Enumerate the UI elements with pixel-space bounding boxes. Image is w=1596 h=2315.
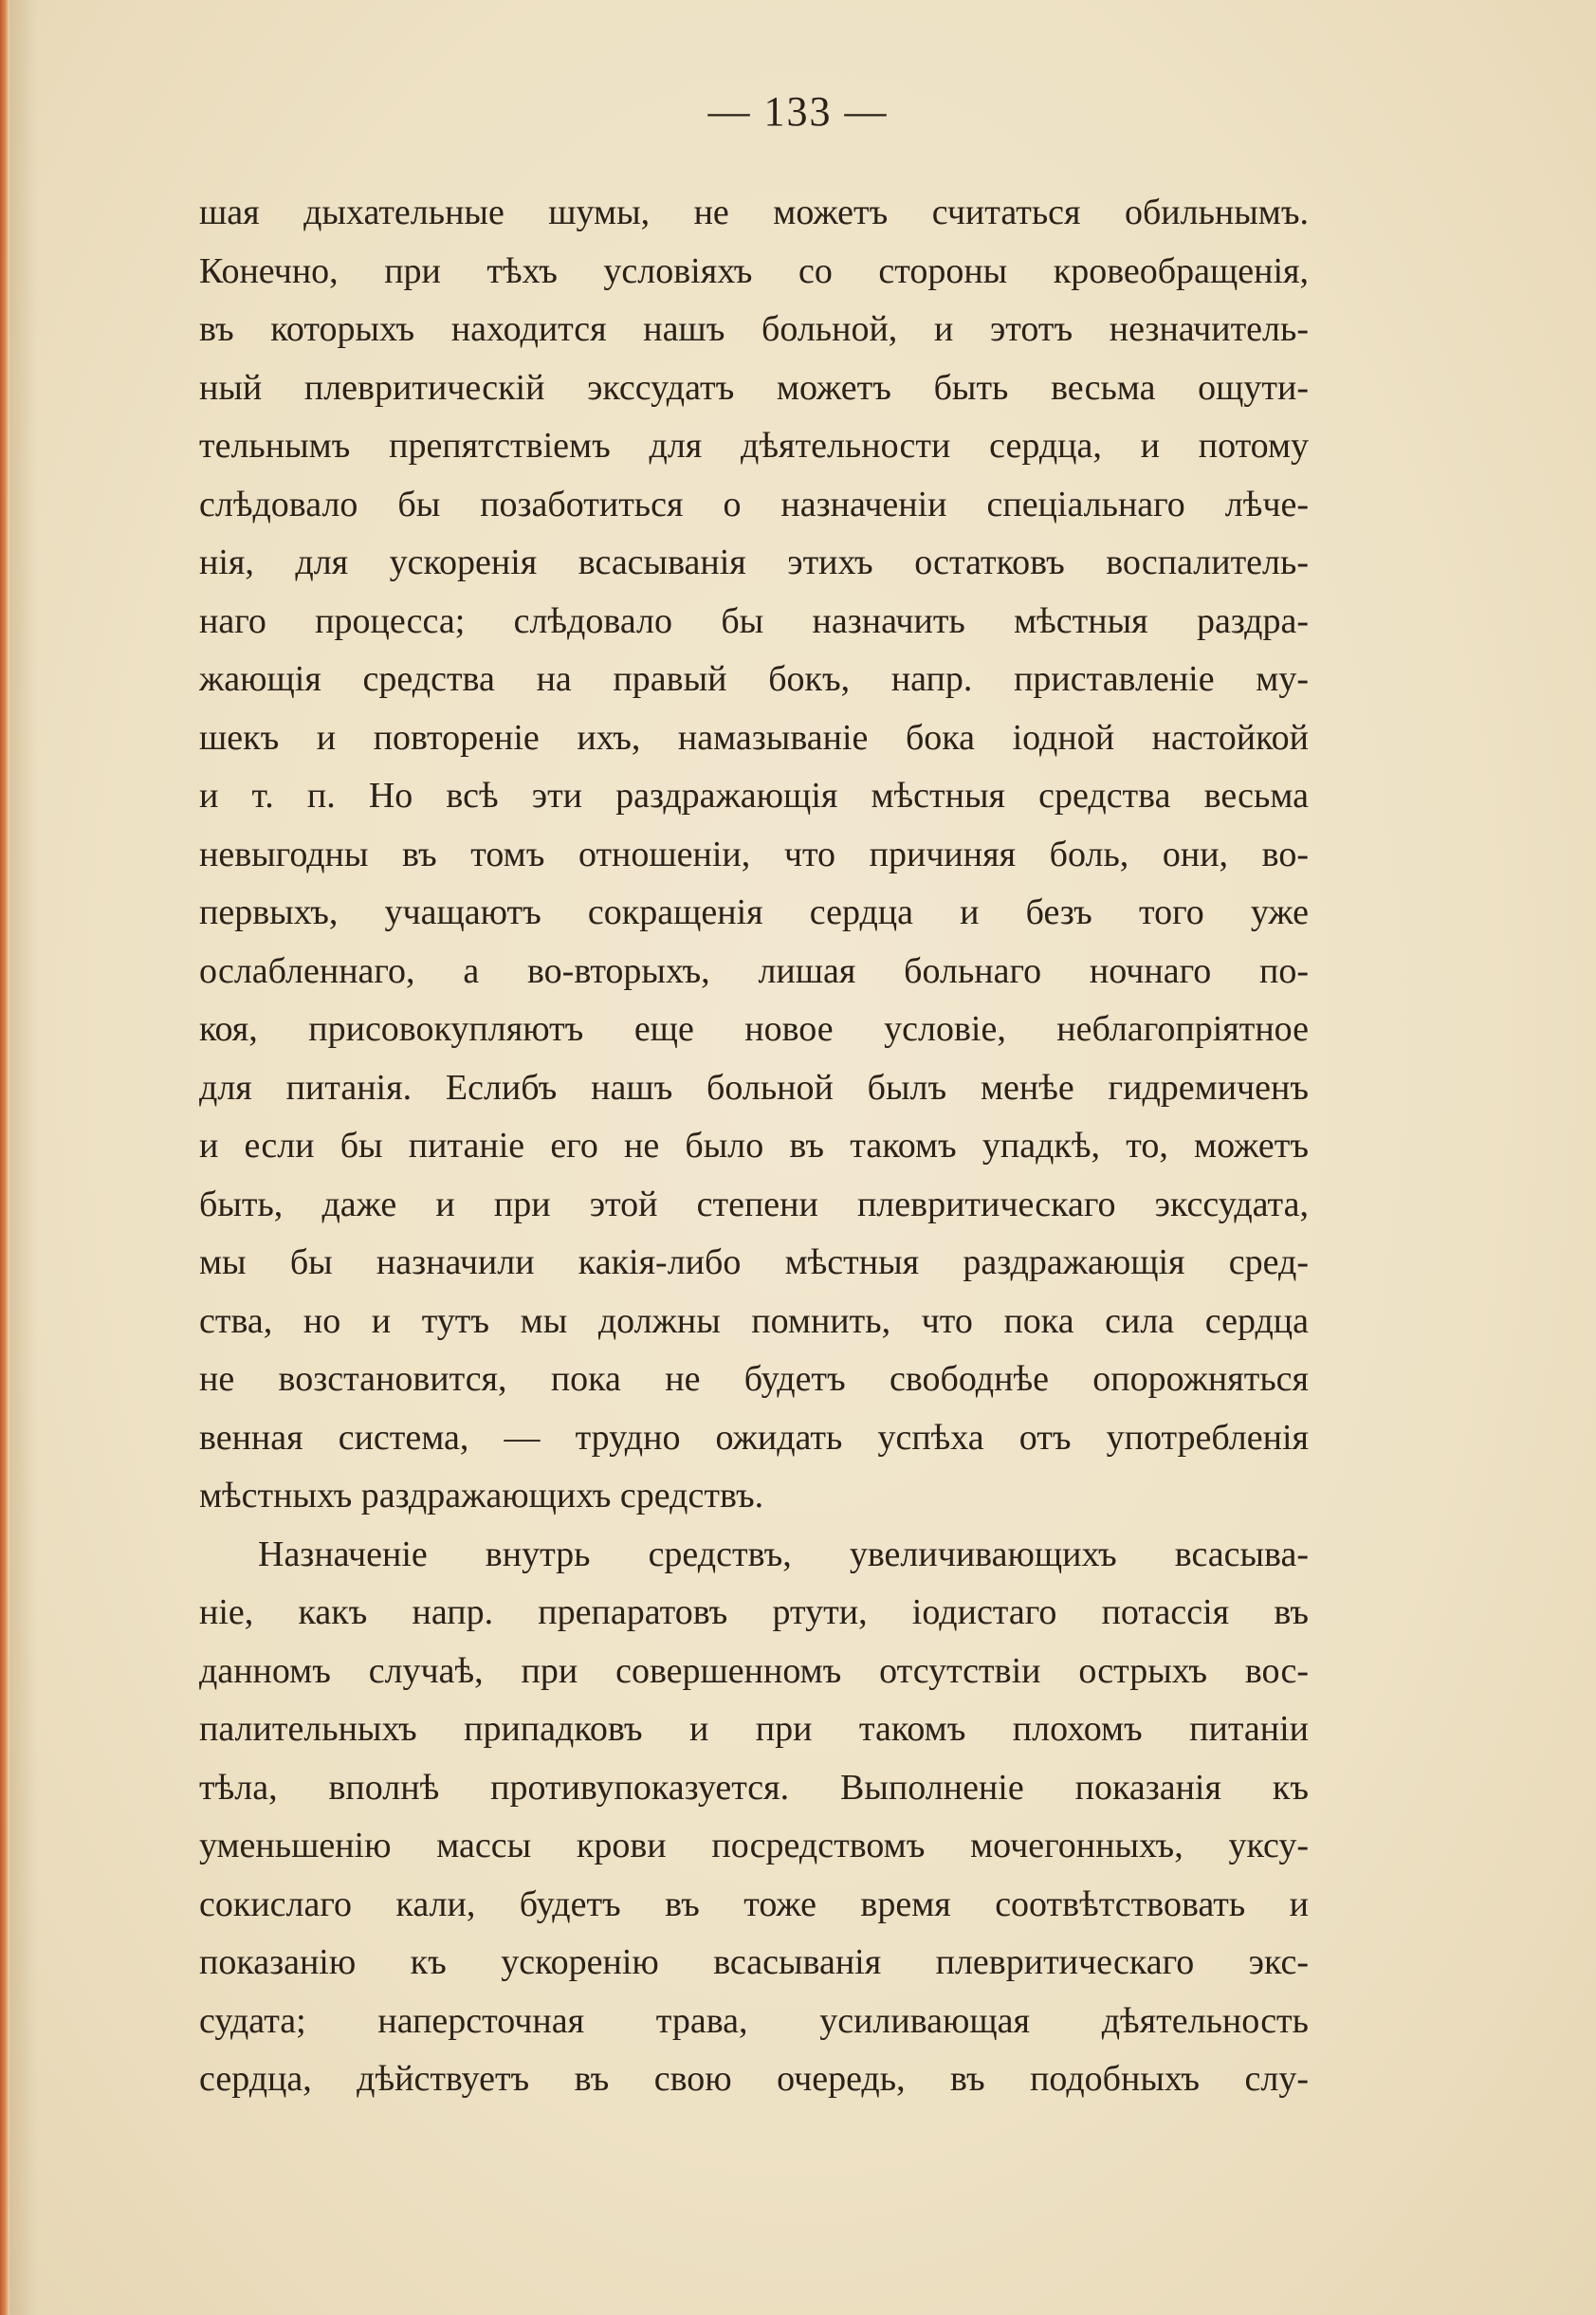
text-line: ства, но и тутъ мы должны помнить, что пока сила сердца bbox=[199, 1300, 1309, 1341]
text-line: сокислаго кали, будетъ въ тоже время соотвѣтствовать и bbox=[199, 1883, 1309, 1924]
text-line: жающія средства на правый бокъ, напр. приставленіе му- bbox=[199, 659, 1309, 699]
text-line: коя, присовокупляютъ еще новое условіе, неблагопріятное bbox=[199, 1009, 1309, 1049]
text-line: быть, даже и при этой степени плевритическаго экссудата, bbox=[199, 1184, 1309, 1224]
text-line: и если бы питаніе его не было въ такомъ упадкѣ, то, можетъ bbox=[199, 1126, 1309, 1166]
text-line: для питанія. Еслибъ нашъ больной былъ менѣе гидремиченъ bbox=[199, 1067, 1309, 1108]
page-number: — 133 — bbox=[707, 88, 889, 135]
text-line: уменьшенію массы крови посредствомъ мочегонныхъ, уксу- bbox=[199, 1826, 1309, 1865]
text-line: данномъ случаѣ, при совершенномъ отсутствіи острыхъ вос- bbox=[199, 1650, 1309, 1691]
text-line: ослабленнаго, а во-вторыхъ, лишая больнаго ночнаго по- bbox=[199, 950, 1309, 991]
text-line: мы бы назначили какія-либо мѣстныя раздражающія сред- bbox=[199, 1242, 1309, 1282]
body-text bbox=[199, 184, 1309, 2109]
text-line: показанію къ ускоренію всасыванія плевритическаго экс- bbox=[199, 1942, 1309, 1982]
text-line: слѣдовало бы позаботиться о назначеніи спеціальнаго лѣче- bbox=[199, 484, 1309, 524]
paragraph-2 bbox=[199, 1526, 1309, 2109]
text-line: наго процесса; слѣдовало бы назначить мѣстныя раздра- bbox=[199, 600, 1309, 641]
text-line: судата; наперсточная трава, усиливающая дѣятельность bbox=[199, 2000, 1309, 2041]
text-line: палительныхъ припадковъ и при такомъ плохомъ питаніи bbox=[199, 1709, 1309, 1749]
text-line: первыхъ, учащаютъ сокращенія сердца и безъ того уже bbox=[199, 892, 1309, 932]
text-line: тѣла, вполнѣ противупоказуется. Выполненіе показанія къ bbox=[199, 1767, 1309, 1808]
text-line: шекъ и повтореніе ихъ, намазываніе бока іодной настойкой bbox=[199, 717, 1309, 758]
text-line: тельнымъ препятствіемъ для дѣятельности сердца, и потому bbox=[199, 426, 1309, 466]
text-line: нія, для ускоренія всасыванія этихъ остатковъ воспалитель- bbox=[199, 542, 1309, 582]
text-line: мѣстныхъ раздражающихъ средствъ. bbox=[199, 1476, 764, 1516]
text-line: сердца, дѣйствуетъ въ свою очередь, въ подобныхъ слу- bbox=[199, 2059, 1309, 2099]
page-gutter-shadow bbox=[9, 0, 38, 2315]
text-line: въ которыхъ находится нашъ больной, и этотъ незначитель- bbox=[199, 309, 1309, 349]
text-line: ніе, какъ напр. препаратовъ ртути, іодистаго потассія въ bbox=[199, 1592, 1309, 1632]
text-line: шая дыхательные шумы, не можетъ считаться обильнымъ. bbox=[199, 193, 1309, 232]
paragraph-1 bbox=[199, 184, 1309, 1526]
text-line: Конечно, при тѣхъ условіяхъ со стороны кровеобращенія, bbox=[199, 250, 1309, 291]
text-line: не возстановится, пока не будетъ свободнѣе опорожняться bbox=[199, 1359, 1309, 1399]
text-line: и т. п. Но всѣ эти раздражающія мѣстныя средства весьма bbox=[199, 776, 1309, 816]
text-line: ный плевритическій экссудатъ можетъ быть весьма ощути- bbox=[199, 367, 1309, 408]
text-line: венная система, — трудно ожидать успѣха отъ употребленія bbox=[199, 1417, 1309, 1458]
text-line: Назначеніе внутрь средствъ, увеличивающихъ всасыва- bbox=[258, 1534, 1309, 1574]
page-edge bbox=[0, 0, 9, 2315]
text-line: невыгодны въ томъ отношеніи, что причиняя боль, они, во- bbox=[199, 834, 1309, 874]
